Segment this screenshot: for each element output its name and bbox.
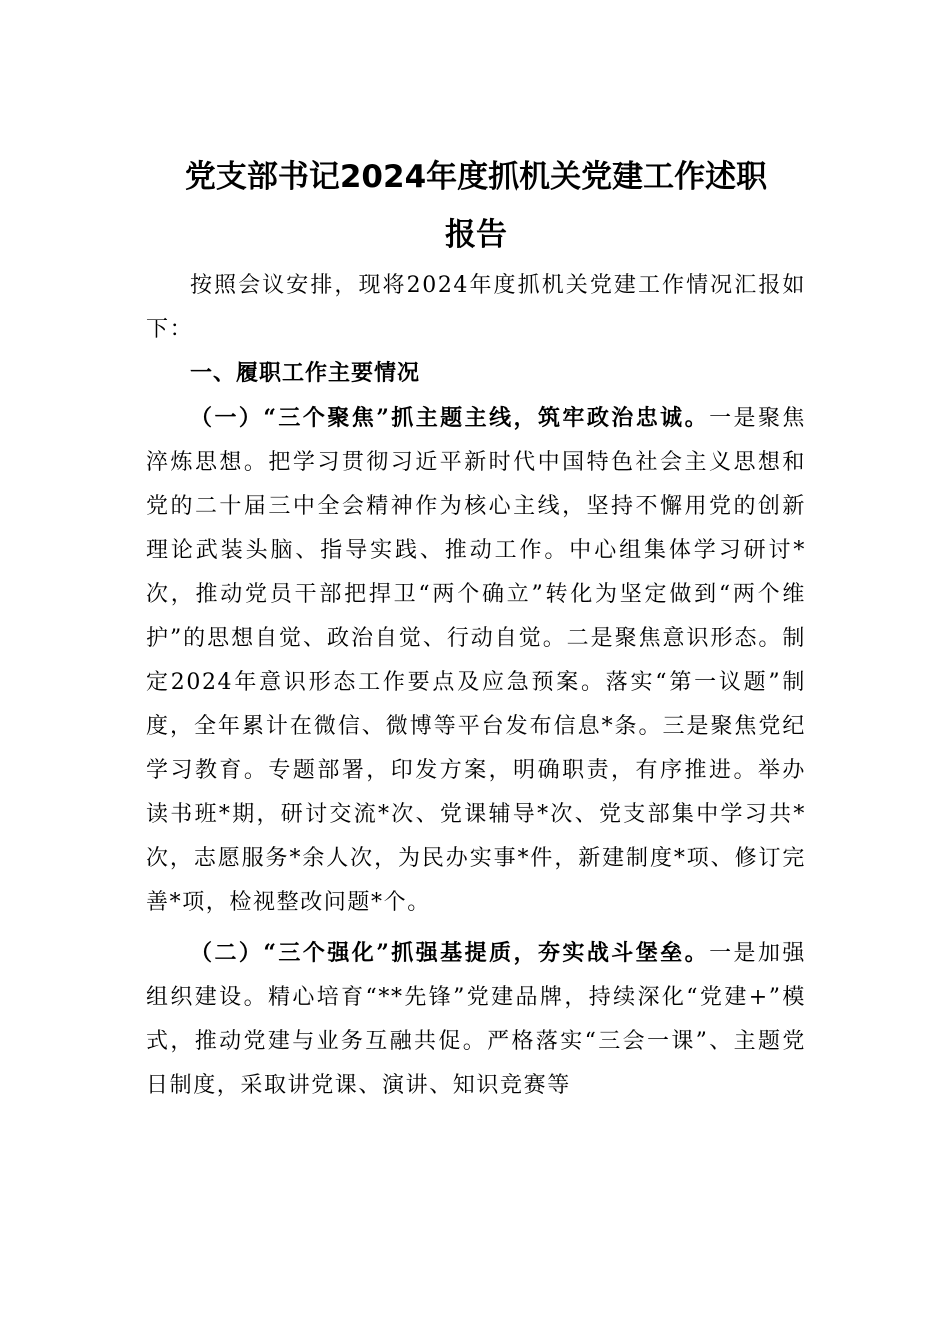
intro-paragraph: 按照会议安排，现将2024年度抓机关党建工作情况汇报如下： [146,273,806,342]
title-line-2: 报告 [445,217,507,253]
paragraph-1 [146,396,806,925]
paragraph-2-lead: （二）“三个强化”抓强基提质，夯实战斗堡垒。 [190,940,710,966]
document-content [146,146,806,1108]
paragraph-1-body: 一是聚焦淬炼思想。把学习贯彻习近平新时代中国特色社会主义思想和党的二十届三中全会精神作为核心主线，坚持不懈用党的创新理论武装头脑、指导实践、推动工作。中心组集体学习研讨*次，推动党员干部把捍卫“两个确立”转化为坚定做到“两个维护”的思想自觉、政治自觉、行动自觉。二是聚焦意识形态。制定2024年意识形态工作要点及应急预案。落实“第一议题”制度，全年累计在微信、微博等平台发布信息*条。三是聚焦党纪学习教育。专题部署，印发方案，明确职责，有序推进。举办读书班*期，研讨交流*次、党课辅导*次、党支部集中学习共*次，志愿服务*余人次，为民办实事*件，新建制度*项、修订完善*项，检视整改问题*个。 [146,406,806,915]
document-title [146,146,806,264]
paragraph-2-body: 一是加强组织建设。精心培育“**先锋”党建品牌，持续深化“党建+”模式，推动党建与业务互融共促。严格落实“三会一课”、主题党日制度，采取讲党课、演讲、知识竞赛等 [146,941,806,1098]
paragraph-1-lead: （一）“三个聚焦”抓主题主线，筑牢政治忠诚。 [190,405,710,431]
title-line-1: 党支部书记2024年度抓机关党建工作述职 [184,159,768,195]
section-heading: 一、履职工作主要情况 [190,361,421,386]
paragraph-2 [146,931,806,1108]
